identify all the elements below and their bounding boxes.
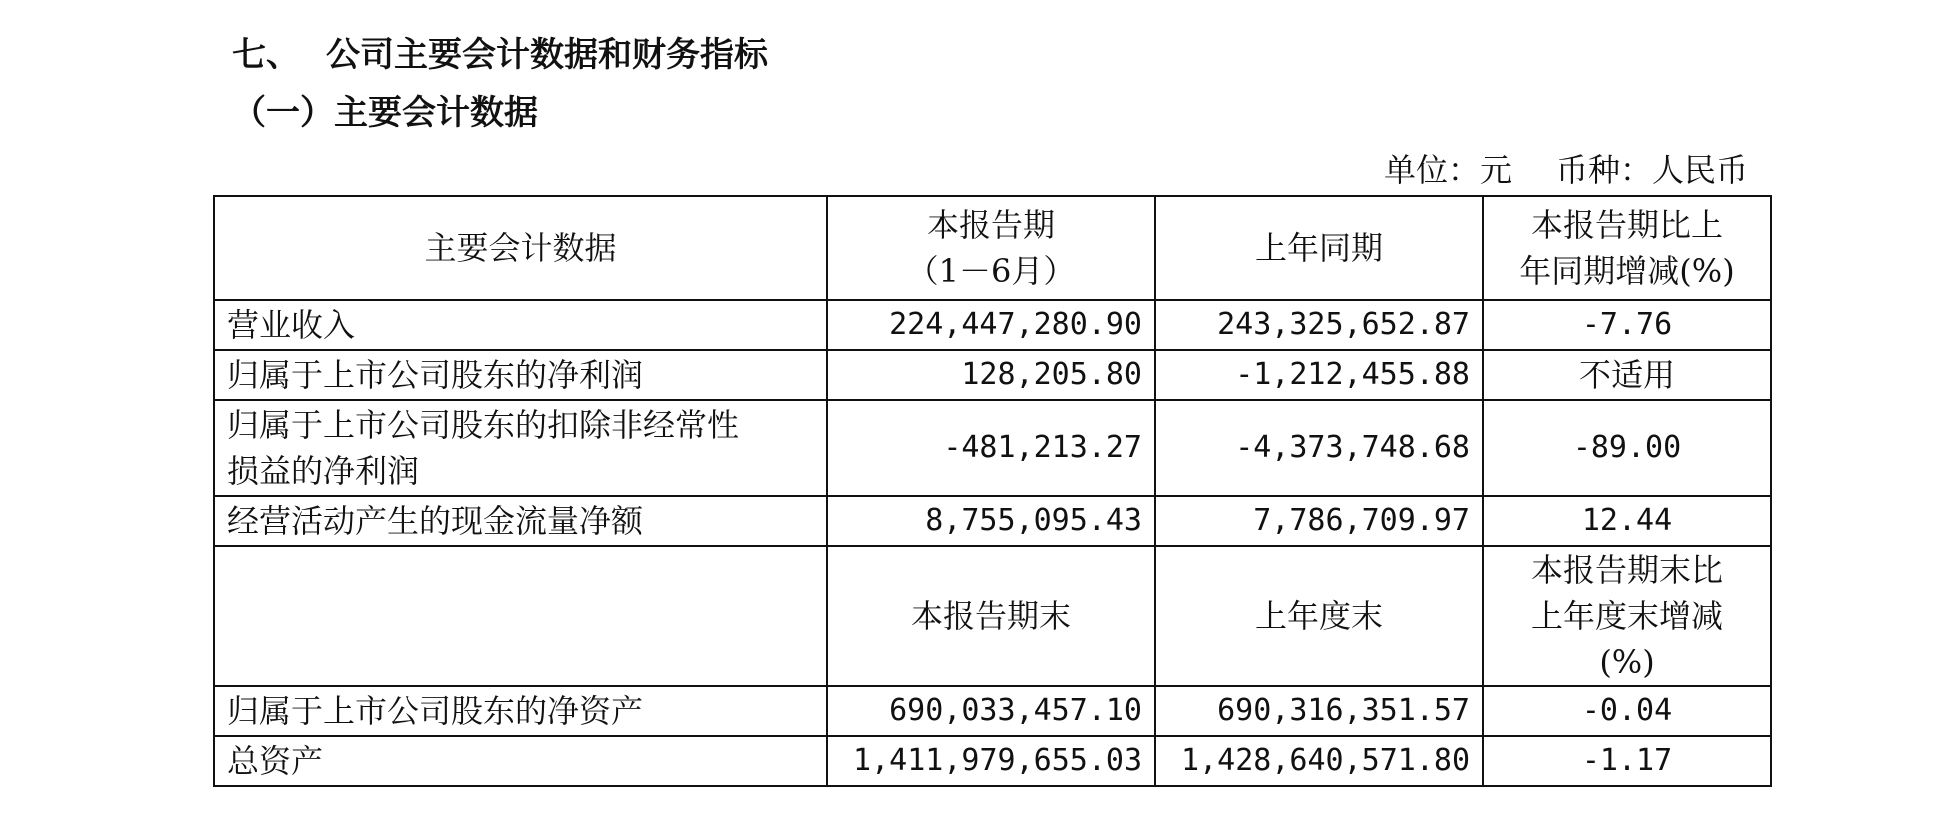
current-value: -481,213.27 [827,400,1155,496]
section-number: 七、 [232,35,300,75]
currency-label: 币种：人民币 [1555,151,1748,189]
current-value: 128,205.80 [827,350,1155,400]
current-value: 224,447,280.90 [827,300,1155,350]
table-row [214,400,1771,496]
change-value: 12.44 [1483,496,1771,546]
change-value: -89.00 [1483,400,1771,496]
subheader-prior-year-end: 上年度末 [1155,546,1483,686]
prior-value: 1,428,640,571.80 [1155,736,1483,786]
table-subheader-row [214,546,1771,686]
subheader-period-end: 本报告期末 [827,546,1155,686]
header-prior-period: 上年同期 [1155,196,1483,300]
prior-value: 690,316,351.57 [1155,686,1483,736]
unit-label: 单位：元 [1383,151,1512,189]
table-row [214,300,1771,350]
unit-line [1383,151,1748,189]
row-label: 归属于上市公司股东的扣除非经常性 损益的净利润 [214,400,827,496]
row-label: 营业收入 [214,300,827,350]
subheader-blank [214,546,827,686]
current-value: 8,755,095.43 [827,496,1155,546]
current-value: 690,033,457.10 [827,686,1155,736]
change-value: 不适用 [1483,350,1771,400]
header-change-percent: 本报告期比上 年同期增减(%) [1483,196,1771,300]
row-label: 归属于上市公司股东的净资产 [214,686,827,736]
change-value: -1.17 [1483,736,1771,786]
table-row [214,736,1771,786]
row-label: 经营活动产生的现金流量净额 [214,496,827,546]
current-value: 1,411,979,655.03 [827,736,1155,786]
subsection-heading: （一）主要会计数据 [232,93,538,133]
prior-value: 243,325,652.87 [1155,300,1483,350]
header-current-period: 本报告期 （1－6月） [827,196,1155,300]
subheader-change-percent: 本报告期末比 上年度末增减 (%) [1483,546,1771,686]
row-label: 总资产 [214,736,827,786]
section-title: 公司主要会计数据和财务指标 [326,35,768,75]
row-label: 归属于上市公司股东的净利润 [214,350,827,400]
table-row [214,686,1771,736]
prior-value: -1,212,455.88 [1155,350,1483,400]
table-header-row [214,196,1771,300]
section-heading [232,35,768,75]
table-row [214,350,1771,400]
table-row [214,496,1771,546]
prior-value: 7,786,709.97 [1155,496,1483,546]
prior-value: -4,373,748.68 [1155,400,1483,496]
header-main-data: 主要会计数据 [214,196,827,300]
change-value: -0.04 [1483,686,1771,736]
financial-data-table [213,195,1772,787]
change-value: -7.76 [1483,300,1771,350]
